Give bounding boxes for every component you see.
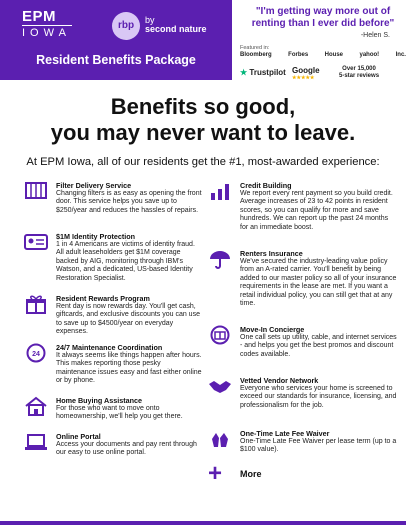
- umbrella-icon: [208, 249, 232, 269]
- testimonial-box: [236, 0, 406, 100]
- benefit-desc: One-Time Late Fee Waiver per lease term (up to a $100 value).: [240, 438, 397, 454]
- benefit-title: Online Portal: [56, 432, 101, 441]
- logo-line1: EPM: [22, 9, 72, 26]
- benefit-desc: For those who want to move onto homeownership, we'll help you get there.: [56, 405, 183, 421]
- benefit-desc: It always seems like things happen after hours. This makes reporting those pesky maintenance issues easy and fast either online or by phone.: [56, 352, 202, 385]
- package-title: Resident Benefits Package: [36, 53, 196, 67]
- review-count: [339, 66, 379, 80]
- google-logo: [292, 66, 320, 81]
- benefit-title: $1M Identity Protection: [56, 232, 136, 241]
- id-card-icon: [24, 232, 48, 252]
- benefit-desc: Rent day is now rewards day. You'll get cash, giftcards, and exclusive discounts you can use to save up to $4500/year on everyday expenses.: [56, 303, 200, 336]
- reviews-line2: 5-star reviews: [339, 73, 380, 79]
- benefit-title: Renters Insurance: [240, 249, 303, 258]
- press-logo: House: [324, 52, 343, 58]
- benefit-title: 24/7 Maintenance Coordination: [56, 343, 163, 352]
- rbp-badge: rbp: [112, 12, 140, 40]
- handshake-icon: [208, 376, 232, 396]
- trustpilot-label: Trustpilot: [249, 68, 286, 77]
- testimonial-quote: "I'm getting way more out of renting than I ever did before": [251, 6, 395, 29]
- featured-label: Featured in:: [240, 45, 270, 51]
- trustpilot-star-icon: ★: [240, 68, 248, 77]
- benefit-desc: Changing filters is as easy as opening the front door. This service helps you save up to $250/year and reduces the hassles of repairs.: [56, 190, 202, 214]
- benefit-title: Home Buying Assistance: [56, 396, 143, 405]
- headline: [0, 94, 406, 146]
- logo-line2: IOWA: [22, 27, 71, 39]
- epm-iowa-logo: [22, 9, 82, 40]
- press-logos: [240, 52, 406, 58]
- press-logo: yahoo!: [359, 52, 380, 58]
- press-logo: Forbes: [288, 52, 309, 58]
- plus-icon: +: [208, 460, 223, 487]
- credit-chart-icon: [208, 181, 232, 201]
- press-logo: Bloomberg: [240, 52, 272, 58]
- svg-text:24: 24: [32, 351, 40, 358]
- benefit-title: Resident Rewards Program: [56, 294, 150, 303]
- header-banner: [0, 0, 232, 80]
- clock-24-icon: [24, 343, 48, 363]
- google-label: Google: [292, 66, 320, 75]
- benefit-desc: Access your documents and pay rent through our easy to use online portal.: [56, 441, 197, 457]
- gift-icon: [24, 294, 48, 314]
- benefit-title: Filter Delivery Service: [56, 181, 132, 190]
- benefit-desc: One call sets up utility, cable, and internet services - and helps you get the best promos and discount codes available.: [240, 334, 397, 358]
- clapping-hands-icon: [208, 429, 232, 449]
- benefit-desc: Everyone who services your home is screened to exceed our standards for insurance, licensing, and professionalism for the job.: [240, 385, 397, 409]
- benefit-title: Vetted Vendor Network: [240, 376, 319, 385]
- benefit-desc: We report every rent payment so you build credit. Average increases of 23 to 42 points in resident scores, so you can qualify for more and save hundreds. We can report up the past 24 months for an immediate boost.: [240, 190, 393, 231]
- google-stars-icon: ★★★★★: [292, 75, 315, 81]
- second-nature-label: second nature: [145, 24, 207, 34]
- by-label: by: [145, 15, 155, 25]
- footer-bar: [0, 521, 406, 525]
- benefit-title: One-Time Late Fee Waiver: [240, 429, 330, 438]
- testimonial-author: -Helen S.: [360, 32, 390, 39]
- benefit-title: Credit Building: [240, 181, 292, 190]
- moving-box-icon: [208, 325, 232, 345]
- headline-line2: you may never want to leave.: [50, 120, 356, 145]
- benefit-desc: We've secured the industry-leading value policy from an A-rated carrier. You'll benefit by being added to our master policy so all of your insurance requirements in the lease are met. If you want a retail individual policy, you can still get that at any time.: [240, 258, 397, 308]
- more-label: More: [240, 469, 262, 479]
- subheadline: At EPM Iowa, all of our residents get the #1, most-awarded experience:: [26, 156, 380, 168]
- home-icon: [24, 396, 48, 416]
- benefit-title: Move-In Concierge: [240, 325, 305, 334]
- laptop-icon: [24, 432, 48, 452]
- trustpilot-logo: [240, 68, 286, 77]
- air-filter-icon: [24, 181, 48, 201]
- second-nature-brand: [145, 16, 207, 34]
- reviews-line1: Over 15,000: [342, 66, 376, 72]
- benefit-desc: 1 in 4 Americans are victims of identity fraud. All adult leaseholders get $1M coverage backed by AIG, monitoring through IBM's Watson, and a dedicated, US-based Identity Restoration Specialist.: [56, 241, 195, 282]
- press-logo: Inc.: [395, 52, 406, 58]
- headline-line1: Benefits so good,: [110, 94, 296, 119]
